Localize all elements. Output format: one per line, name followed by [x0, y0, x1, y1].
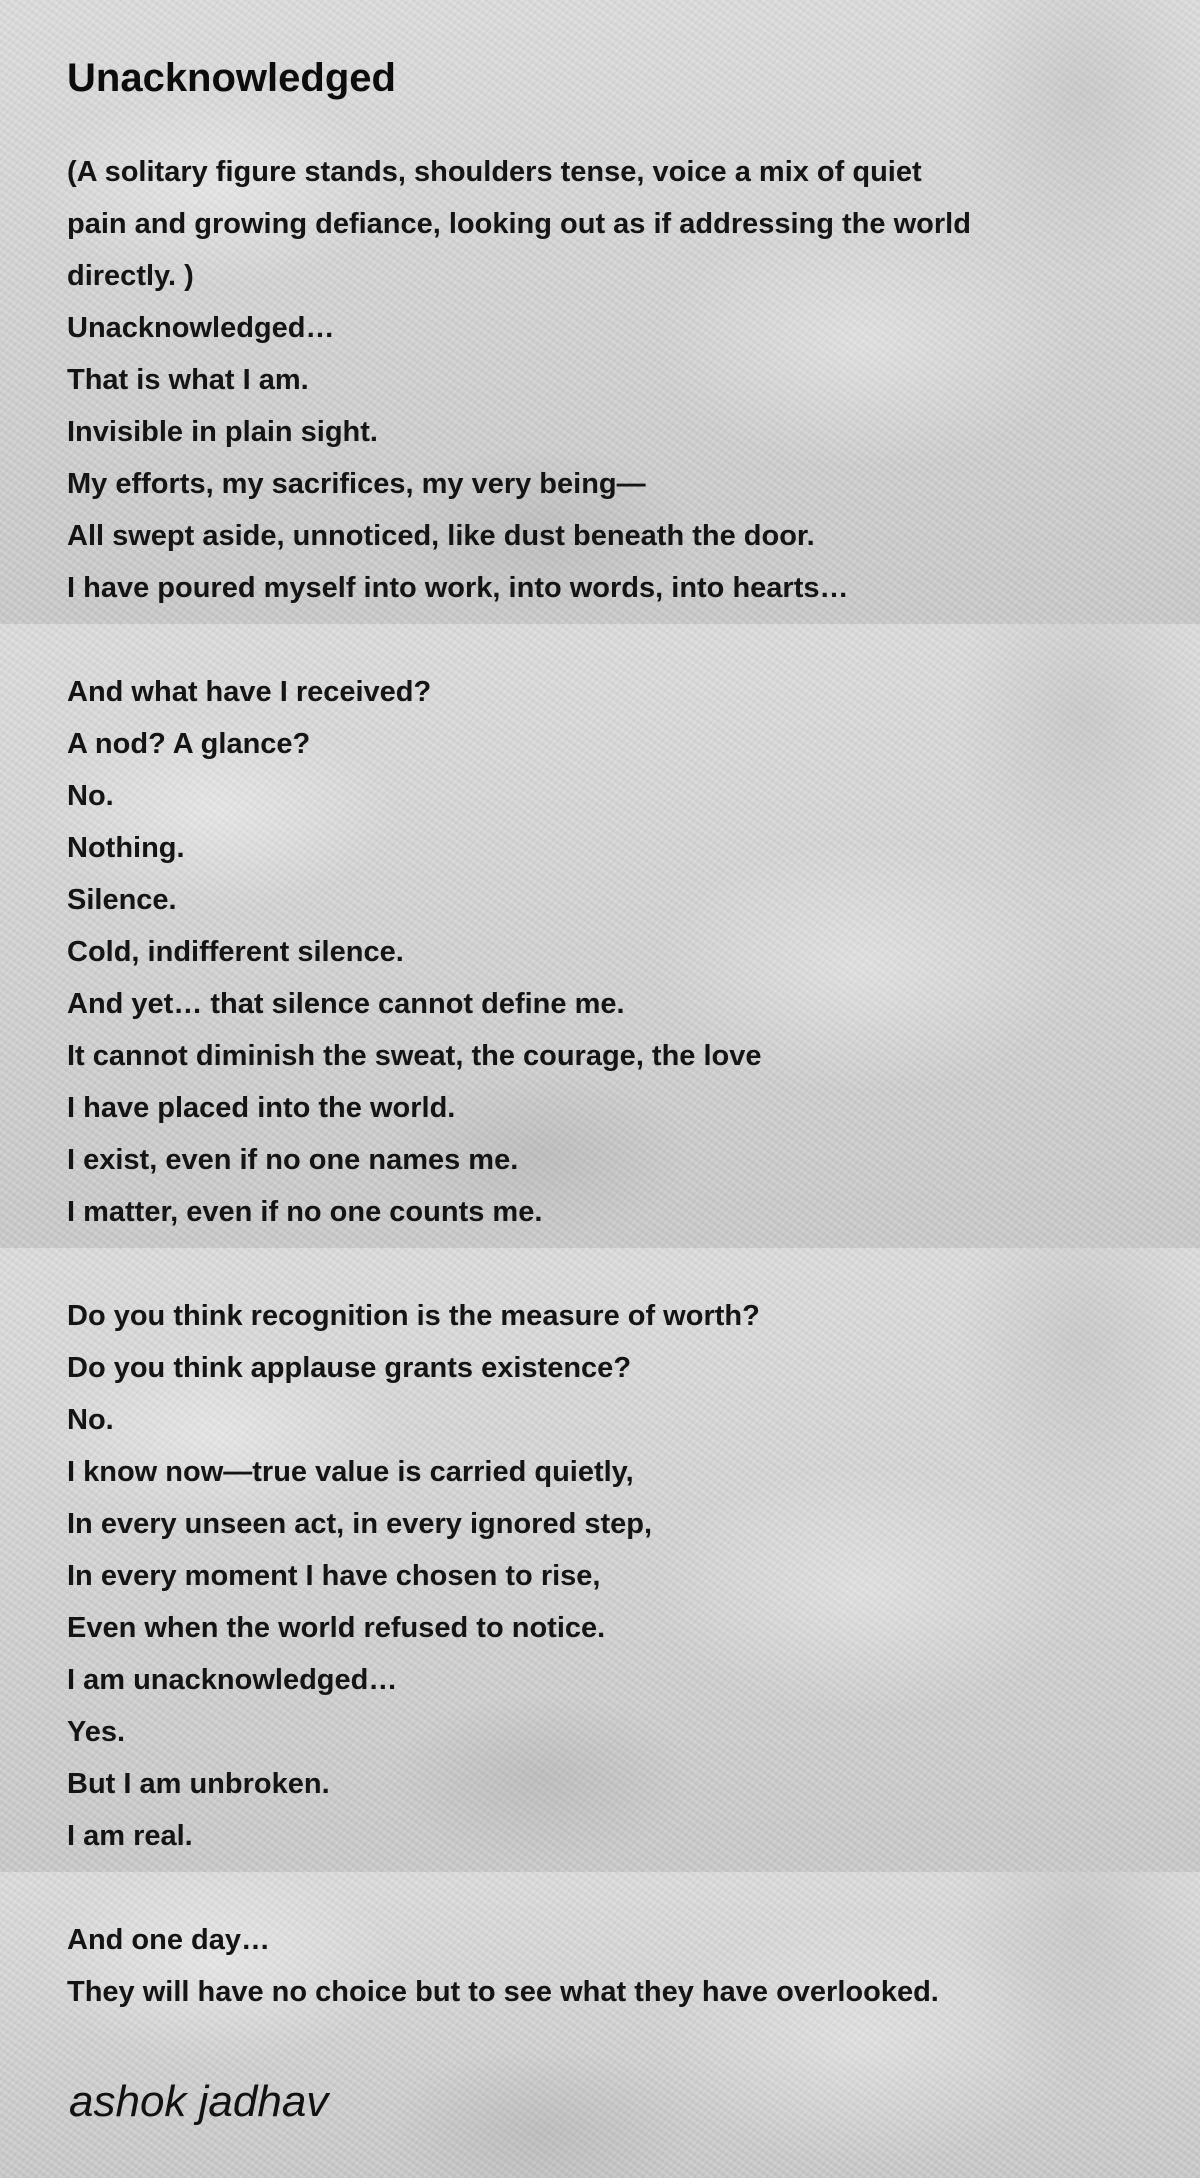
poem-line: Silence. [67, 884, 177, 916]
poem-line: I am unacknowledged… [67, 1664, 398, 1696]
poem-line: Even when the world refused to notice. [67, 1612, 606, 1644]
poem-line: And one day… [67, 1924, 271, 1956]
poem-line: Nothing. [67, 832, 185, 864]
poem-line: Cold, indifferent silence. [67, 936, 404, 968]
poem-line: And what have I received? [67, 676, 432, 708]
stanza [67, 1914, 1147, 2018]
poem-line: Do you think applause grants existence? [67, 1352, 632, 1384]
stanza [67, 666, 1147, 1238]
poem [67, 48, 1147, 2070]
poem-line: All swept aside, unnoticed, like dust beneath the door. [67, 520, 815, 552]
stanza [67, 146, 1147, 614]
poem-line: That is what I am. [67, 364, 309, 396]
poem-line: My efforts, my sacrifices, my very being— [67, 468, 646, 500]
poem-line: I matter, even if no one counts me. [67, 1196, 543, 1228]
poem-line: They will have no choice but to see what they have overlooked. [67, 1976, 939, 2008]
poem-line: No. [67, 1404, 114, 1436]
poem-line: In every moment I have chosen to rise, [67, 1560, 601, 1592]
poem-line: Unacknowledged… [67, 312, 335, 344]
poem-line: I have poured myself into work, into words, into hearts… [67, 572, 849, 604]
poem-line: And yet… that silence cannot define me. [67, 988, 625, 1020]
poem-line: I have placed into the world. [67, 1092, 456, 1124]
poem-line: It cannot diminish the sweat, the courage, the love [67, 1040, 762, 1072]
poem-line: No. [67, 780, 114, 812]
poem-line: Yes. [67, 1716, 126, 1748]
poem-line: I know now—true value is carried quietly, [67, 1456, 634, 1488]
poem-line: directly. ) [67, 260, 194, 292]
poem-line: pain and growing defiance, looking out as if addressing the world [67, 208, 971, 240]
stanza [67, 1290, 1147, 1862]
poem-line: I am real. [67, 1820, 193, 1852]
poem-line: Do you think recognition is the measure of worth? [67, 1300, 760, 1332]
poem-title: Unacknowledged [67, 56, 396, 100]
poem-line: In every unseen act, in every ignored step, [67, 1508, 653, 1540]
poem-line: A nod? A glance? [67, 728, 311, 760]
author-name: ashok jadhav [69, 2077, 329, 2126]
poem-line: But I am unbroken. [67, 1768, 330, 1800]
poem-line: I exist, even if no one names me. [67, 1144, 519, 1176]
poem-line: Invisible in plain sight. [67, 416, 378, 448]
poem-line: (A solitary figure stands, shoulders tense, voice a mix of quiet [67, 156, 922, 188]
